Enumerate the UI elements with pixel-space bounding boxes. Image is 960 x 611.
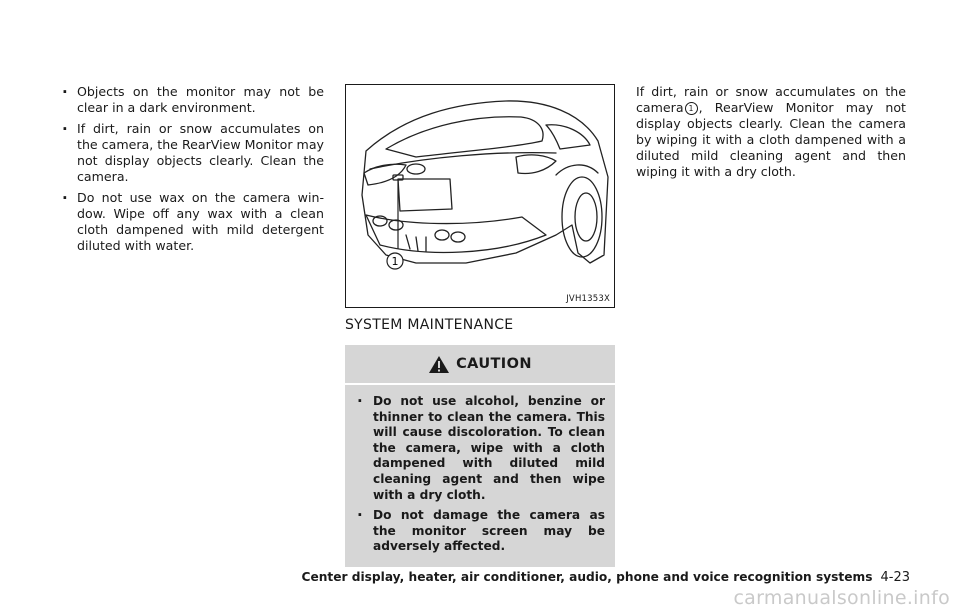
chapter-title: Center display, heater, air conditioner, audio, phone and voice recognition systems bbox=[301, 570, 873, 584]
caution-heading: CAUTION bbox=[456, 356, 532, 372]
caution-list bbox=[355, 394, 605, 555]
rear-camera-figure bbox=[345, 84, 615, 308]
caution-body bbox=[345, 385, 615, 567]
caution-header bbox=[345, 345, 615, 385]
section-title: SYSTEM MAINTENANCE bbox=[345, 317, 514, 333]
list-item: . Do not damage the camera as the monitor screen may be adversely affected. bbox=[355, 508, 605, 555]
callout-number: 1 bbox=[391, 255, 399, 268]
page-number: 4-23 bbox=[880, 570, 910, 585]
precaution-list bbox=[60, 84, 324, 254]
right-column bbox=[636, 84, 906, 180]
left-column bbox=[60, 84, 324, 259]
list-item: . Do not use alcohol, benzine or thinner to clean the camera. This will cause discoloration. To clean the camera, wipe with a cloth dampened with diluted mild cleaning agent and then wipe with a dry cloth. bbox=[355, 394, 605, 503]
watermark: carmanualsonline.info bbox=[733, 587, 950, 609]
middle-column bbox=[345, 84, 615, 567]
car-rear-illustration bbox=[346, 85, 614, 307]
page-footer bbox=[0, 570, 910, 585]
reference-number-icon: 1 bbox=[685, 102, 698, 115]
list-item: . Objects on the monitor may not be clear in a dark environment. bbox=[60, 84, 324, 116]
maintenance-paragraph: If dirt, rain or snow accumulates on the camera 1 , RearView Monitor may not display objects clearly. Clean the camera by wiping it with a cloth dampened with a diluted mild cleaning agent and then wiping it with a dry cloth. bbox=[636, 84, 906, 179]
warning-triangle-icon bbox=[428, 355, 450, 374]
list-item: . Do not use wax on the camera win-dow. Wipe off any wax with a clean cloth dampened with mild detergent diluted with water. bbox=[60, 190, 324, 254]
list-item: . If dirt, rain or snow accumulates on the camera, the RearView Monitor may not display objects clearly. Clean the camera. bbox=[60, 121, 324, 185]
figure-code: JVH1353X bbox=[566, 294, 610, 304]
caution-box bbox=[345, 345, 615, 567]
